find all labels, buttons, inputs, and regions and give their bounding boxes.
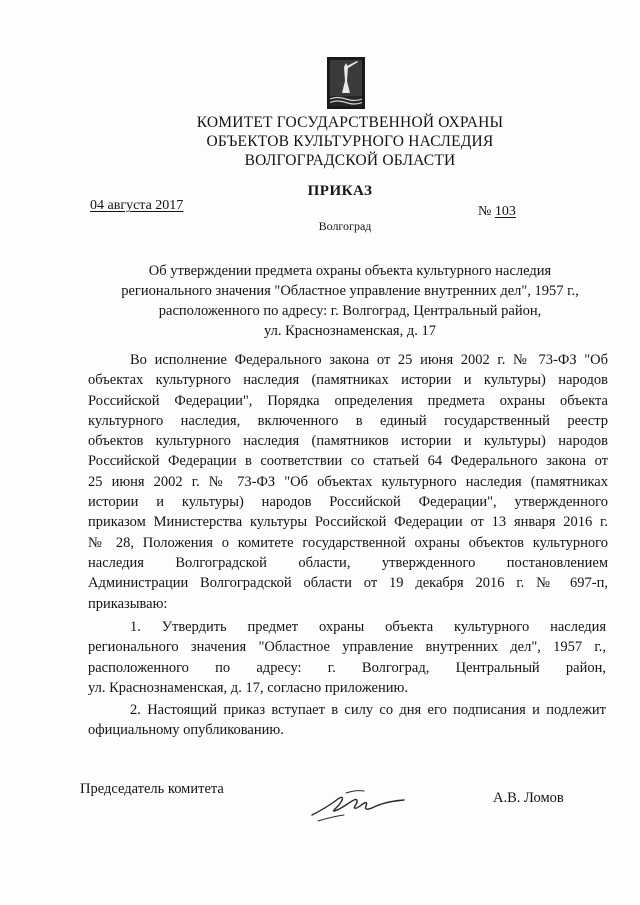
organization-name: [150, 113, 550, 170]
signatory-name: А.В. Ломов: [493, 790, 564, 806]
order-subject: [95, 261, 605, 341]
text-line: культурного наследия, включенного в единый государственный реестр: [88, 412, 608, 429]
paragraph-item-1: [88, 617, 606, 698]
text-line: объектов культурного наследия (памятников истории и культуры) народов: [88, 433, 608, 450]
paragraph-preamble: [88, 350, 608, 614]
text-line: № 28, Положения о комитете государственной охраны объектов культурного: [88, 534, 608, 551]
signatory-position: Председатель комитета: [80, 781, 224, 797]
text-line: расположенного по адресу: г. Волгоград, Центральный район,: [88, 659, 606, 676]
document-city: Волгоград: [318, 219, 372, 233]
text-line: Администрации Волгоградской области от 19 декабря 2016 г. № 697-п,: [88, 575, 608, 592]
document-date: 04 августа 2017: [90, 198, 184, 213]
handwritten-signature-icon: [308, 781, 418, 826]
org-line-3: ВОЛГОГРАДСКОЙ ОБЛАСТИ: [244, 152, 456, 169]
document-number: [478, 204, 516, 220]
text-line: 25 июня 2002 г. № 73-ФЗ "Об объектах культурного наследия (памятниках: [88, 473, 608, 490]
paragraph-item-2: [88, 700, 606, 741]
text-line: приказом Министерства культуры Российской Федерации от 13 января 2016 г.: [88, 514, 608, 531]
text-line: ул. Краснознаменская, д. 17, согласно приложению.: [88, 679, 408, 696]
number-prefix: №: [478, 204, 492, 219]
text-line: 1. Утвердить предмет охраны объекта культурного наследия: [130, 619, 606, 635]
text-line: наследия Волгоградской области, утвержденного постановлением: [88, 554, 608, 571]
text-line: приказываю:: [88, 595, 168, 612]
text-line: официальному опубликованию.: [88, 722, 284, 739]
text-line: Российской Федерации в соответствии со статьей 64 Федерального закона от: [88, 453, 608, 470]
subject-line: расположенного по адресу: г. Волгоград, Центральный район,: [158, 303, 542, 319]
subject-line: Об утверждении предмета охраны объекта культурного наследия: [148, 263, 552, 279]
org-line-2: ОБЪЕКТОВ КУЛЬТУРНОГО НАСЛЕДИЯ: [206, 133, 494, 150]
text-line: Во исполнение Федерального закона от 25 июня 2002 г. № 73-ФЗ "Об: [130, 352, 608, 368]
volgograd-emblem-icon: [327, 57, 365, 109]
subject-line: регионального значения "Областное управление внутренних дел", 1957 г.,: [121, 283, 579, 299]
text-line: объектах культурного наследия (памятниках истории и культуры) народов: [88, 372, 608, 389]
subject-line: ул. Краснознаменская, д. 17: [264, 323, 436, 339]
text-line: регионального значения "Областное управление внутренних дел", 1957 г.,: [88, 639, 606, 656]
number-value: 103: [494, 204, 516, 219]
text-line: 2. Настоящий приказ вступает в силу со дня его подписания и подлежит: [130, 702, 606, 718]
text-line: истории и культуры) народов Российской Федерации", утвержденного: [88, 494, 608, 511]
text-line: Российской Федерации", Порядка определения предмета охраны объекта: [88, 392, 608, 409]
org-line-1: КОМИТЕТ ГОСУДАРСТВЕННОЙ ОХРАНЫ: [196, 114, 504, 131]
document-type-title: ПРИКАЗ: [307, 183, 373, 199]
